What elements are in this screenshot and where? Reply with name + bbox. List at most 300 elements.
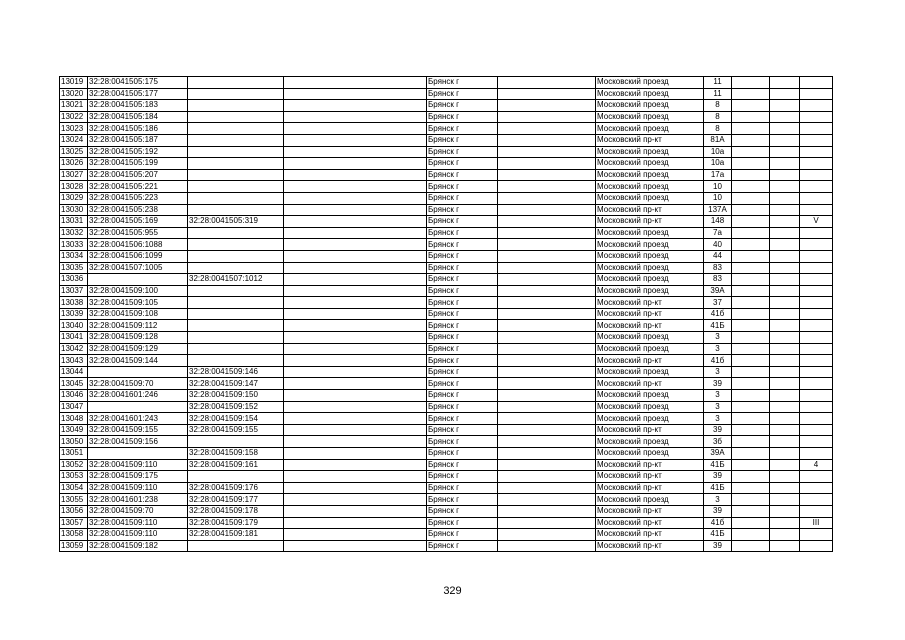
street-cell: Московский проезд [596, 366, 704, 378]
house-number-cell: 83 [704, 262, 732, 274]
row-number-cell: 13056 [60, 505, 88, 517]
house-number-cell: 3б [704, 436, 732, 448]
table-row [60, 216, 833, 228]
street-cell: Московский пр-кт [596, 320, 704, 332]
city-cell: Брянск г [427, 308, 498, 320]
table-row [60, 482, 833, 494]
blank-column-2-cell [498, 88, 596, 100]
note-cell [800, 343, 833, 355]
blank-column-2-cell [498, 297, 596, 309]
house-number-cell: 39 [704, 424, 732, 436]
city-cell: Брянск г [427, 216, 498, 228]
table-row [60, 285, 833, 297]
table-row [60, 343, 833, 355]
note-cell: 4 [800, 459, 833, 471]
blank-column-4-cell [770, 146, 800, 158]
blank-column-4-cell [770, 111, 800, 123]
street-cell: Московский проезд [596, 88, 704, 100]
street-cell: Московский пр-кт [596, 216, 704, 228]
cadastral-number-cell: 32:28:0041509:110 [88, 517, 188, 529]
city-cell: Брянск г [427, 227, 498, 239]
blank-column-3-cell [732, 343, 770, 355]
table-row [60, 88, 833, 100]
city-cell: Брянск г [427, 181, 498, 193]
blank-column-2-cell [498, 308, 596, 320]
blank-column-3-cell [732, 158, 770, 170]
cadastral-number-2-cell [188, 77, 284, 89]
blank-column-4-cell [770, 216, 800, 228]
street-cell: Московский пр-кт [596, 297, 704, 309]
table-row [60, 111, 833, 123]
street-cell: Московский пр-кт [596, 471, 704, 483]
blank-column-4-cell [770, 343, 800, 355]
blank-column-4-cell [770, 285, 800, 297]
house-number-cell: 44 [704, 250, 732, 262]
cadastral-number-cell: 32:28:0041505:199 [88, 158, 188, 170]
blank-column-cell [284, 77, 427, 89]
cadastral-number-2-cell [188, 111, 284, 123]
street-cell: Московский пр-кт [596, 134, 704, 146]
blank-column-2-cell [498, 505, 596, 517]
cadastral-number-2-cell: 32:28:0041509:154 [188, 413, 284, 425]
blank-column-4-cell [770, 158, 800, 170]
street-cell: Московский проезд [596, 192, 704, 204]
table-row [60, 413, 833, 425]
blank-column-3-cell [732, 436, 770, 448]
blank-column-3-cell [732, 424, 770, 436]
street-cell: Московский проезд [596, 111, 704, 123]
street-cell: Московский проезд [596, 262, 704, 274]
city-cell: Брянск г [427, 355, 498, 367]
table-row [60, 448, 833, 460]
blank-column-4-cell [770, 134, 800, 146]
blank-column-2-cell [498, 123, 596, 135]
note-cell [800, 169, 833, 181]
note-cell [800, 436, 833, 448]
note-cell [800, 540, 833, 552]
note-cell [800, 88, 833, 100]
blank-column-4-cell [770, 413, 800, 425]
street-cell: Московский проезд [596, 285, 704, 297]
blank-column-3-cell [732, 285, 770, 297]
blank-column-cell [284, 123, 427, 135]
blank-column-cell [284, 158, 427, 170]
table-row [60, 274, 833, 286]
house-number-cell: 39 [704, 540, 732, 552]
blank-column-cell [284, 227, 427, 239]
cadastral-number-cell: 32:28:0041505:186 [88, 123, 188, 135]
table-row [60, 239, 833, 251]
row-number-cell: 13046 [60, 390, 88, 402]
blank-column-4-cell [770, 88, 800, 100]
table-row [60, 471, 833, 483]
blank-column-cell [284, 297, 427, 309]
blank-column-cell [284, 505, 427, 517]
blank-column-3-cell [732, 320, 770, 332]
blank-column-2-cell [498, 390, 596, 402]
blank-column-3-cell [732, 216, 770, 228]
blank-column-cell [284, 401, 427, 413]
row-number-cell: 13058 [60, 529, 88, 541]
blank-column-3-cell [732, 482, 770, 494]
blank-column-3-cell [732, 250, 770, 262]
table-row [60, 355, 833, 367]
note-cell [800, 134, 833, 146]
blank-column-4-cell [770, 274, 800, 286]
blank-column-4-cell [770, 529, 800, 541]
note-cell [800, 227, 833, 239]
city-cell: Брянск г [427, 517, 498, 529]
table-row [60, 366, 833, 378]
cadastral-number-2-cell [188, 308, 284, 320]
row-number-cell: 13044 [60, 366, 88, 378]
city-cell: Брянск г [427, 401, 498, 413]
blank-column-3-cell [732, 413, 770, 425]
row-number-cell: 13019 [60, 77, 88, 89]
blank-column-2-cell [498, 320, 596, 332]
cadastral-number-cell: 32:28:0041601:246 [88, 390, 188, 402]
house-number-cell: 8 [704, 123, 732, 135]
blank-column-4-cell [770, 169, 800, 181]
note-cell [800, 378, 833, 390]
house-number-cell: 41Б [704, 459, 732, 471]
blank-column-cell [284, 482, 427, 494]
house-number-cell: 39 [704, 471, 732, 483]
table-row [60, 123, 833, 135]
row-number-cell: 13020 [60, 88, 88, 100]
blank-column-cell [284, 448, 427, 460]
street-cell: Московский пр-кт [596, 424, 704, 436]
blank-column-2-cell [498, 146, 596, 158]
blank-column-cell [284, 192, 427, 204]
blank-column-2-cell [498, 378, 596, 390]
row-number-cell: 13034 [60, 250, 88, 262]
row-number-cell: 13031 [60, 216, 88, 228]
city-cell: Брянск г [427, 332, 498, 344]
cadastral-number-2-cell: 32:28:0041509:177 [188, 494, 284, 506]
cadastral-number-cell: 32:28:0041505:223 [88, 192, 188, 204]
row-number-cell: 13032 [60, 227, 88, 239]
row-number-cell: 13055 [60, 494, 88, 506]
street-cell: Московский проезд [596, 390, 704, 402]
blank-column-3-cell [732, 192, 770, 204]
cadastral-number-cell: 32:28:0041509:110 [88, 482, 188, 494]
cadastral-number-cell: 32:28:0041505:192 [88, 146, 188, 158]
table-row [60, 146, 833, 158]
street-cell: Московский проезд [596, 274, 704, 286]
row-number-cell: 13054 [60, 482, 88, 494]
blank-column-cell [284, 88, 427, 100]
street-cell: Московский проезд [596, 77, 704, 89]
blank-column-4-cell [770, 204, 800, 216]
city-cell: Брянск г [427, 262, 498, 274]
note-cell [800, 77, 833, 89]
note-cell [800, 424, 833, 436]
blank-column-cell [284, 366, 427, 378]
cadastral-number-cell: 32:28:0041505:238 [88, 204, 188, 216]
blank-column-2-cell [498, 100, 596, 112]
city-cell: Брянск г [427, 274, 498, 286]
cadastral-number-cell: 32:28:0041509:110 [88, 459, 188, 471]
cadastral-number-2-cell: 32:28:0041507:1012 [188, 274, 284, 286]
blank-column-2-cell [498, 517, 596, 529]
cadastral-number-2-cell [188, 100, 284, 112]
blank-column-4-cell [770, 320, 800, 332]
cadastral-number-cell: 32:28:0041509:182 [88, 540, 188, 552]
table-row [60, 297, 833, 309]
street-cell: Московский проезд [596, 158, 704, 170]
house-number-cell: 3 [704, 366, 732, 378]
note-cell [800, 111, 833, 123]
blank-column-4-cell [770, 181, 800, 193]
blank-column-4-cell [770, 459, 800, 471]
blank-column-2-cell [498, 181, 596, 193]
blank-column-3-cell [732, 401, 770, 413]
cadastral-number-2-cell [188, 297, 284, 309]
cadastral-number-cell [88, 401, 188, 413]
blank-column-4-cell [770, 517, 800, 529]
city-cell: Брянск г [427, 320, 498, 332]
house-number-cell: 3 [704, 332, 732, 344]
street-cell: Московский проезд [596, 227, 704, 239]
note-cell [800, 308, 833, 320]
cadastral-number-2-cell: 32:28:0041509:179 [188, 517, 284, 529]
note-cell [800, 494, 833, 506]
city-cell: Брянск г [427, 100, 498, 112]
cadastral-number-2-cell [188, 88, 284, 100]
table-row [60, 494, 833, 506]
city-cell: Брянск г [427, 378, 498, 390]
city-cell: Брянск г [427, 343, 498, 355]
cadastral-number-cell [88, 366, 188, 378]
row-number-cell: 13022 [60, 111, 88, 123]
note-cell [800, 390, 833, 402]
blank-column-2-cell [498, 274, 596, 286]
blank-column-2-cell [498, 192, 596, 204]
house-number-cell: 11 [704, 77, 732, 89]
note-cell [800, 285, 833, 297]
blank-column-cell [284, 390, 427, 402]
cadastral-number-cell: 32:28:0041509:175 [88, 471, 188, 483]
city-cell: Брянск г [427, 297, 498, 309]
row-number-cell: 13023 [60, 123, 88, 135]
house-number-cell: 41б [704, 355, 732, 367]
table-row [60, 401, 833, 413]
street-cell: Московский пр-кт [596, 308, 704, 320]
blank-column-3-cell [732, 111, 770, 123]
table-row [60, 505, 833, 517]
cadastral-number-2-cell [188, 123, 284, 135]
note-cell [800, 448, 833, 460]
blank-column-2-cell [498, 77, 596, 89]
blank-column-cell [284, 436, 427, 448]
blank-column-4-cell [770, 262, 800, 274]
city-cell: Брянск г [427, 471, 498, 483]
blank-column-3-cell [732, 366, 770, 378]
city-cell: Брянск г [427, 529, 498, 541]
cadastral-number-2-cell [188, 134, 284, 146]
blank-column-cell [284, 308, 427, 320]
blank-column-4-cell [770, 436, 800, 448]
blank-column-4-cell [770, 540, 800, 552]
blank-column-2-cell [498, 204, 596, 216]
cadastral-number-cell: 32:28:0041505:221 [88, 181, 188, 193]
city-cell: Брянск г [427, 505, 498, 517]
cadastral-number-2-cell [188, 146, 284, 158]
house-number-cell: 10 [704, 181, 732, 193]
note-cell [800, 204, 833, 216]
cadastral-number-2-cell: 32:28:0041509:155 [188, 424, 284, 436]
row-number-cell: 13041 [60, 332, 88, 344]
blank-column-cell [284, 320, 427, 332]
cadastral-number-2-cell: 32:28:0041509:161 [188, 459, 284, 471]
city-cell: Брянск г [427, 111, 498, 123]
street-cell: Московский проезд [596, 343, 704, 355]
house-number-cell: 3 [704, 494, 732, 506]
blank-column-3-cell [732, 471, 770, 483]
note-cell [800, 123, 833, 135]
row-number-cell: 13053 [60, 471, 88, 483]
blank-column-3-cell [732, 100, 770, 112]
blank-column-cell [284, 459, 427, 471]
house-number-cell: 41б [704, 517, 732, 529]
blank-column-2-cell [498, 540, 596, 552]
blank-column-2-cell [498, 262, 596, 274]
cadastral-number-2-cell [188, 192, 284, 204]
house-number-cell: 17а [704, 169, 732, 181]
blank-column-3-cell [732, 494, 770, 506]
house-number-cell: 41б [704, 308, 732, 320]
row-number-cell: 13059 [60, 540, 88, 552]
cadastral-number-cell: 32:28:0041509:128 [88, 332, 188, 344]
cadastral-number-2-cell [188, 250, 284, 262]
table-row [60, 424, 833, 436]
house-number-cell: 41Б [704, 320, 732, 332]
cadastral-number-2-cell: 32:28:0041505:319 [188, 216, 284, 228]
blank-column-3-cell [732, 448, 770, 460]
blank-column-cell [284, 146, 427, 158]
street-cell: Московский проезд [596, 401, 704, 413]
table-row [60, 181, 833, 193]
house-number-cell: 11 [704, 88, 732, 100]
house-number-cell: 3 [704, 390, 732, 402]
note-cell [800, 250, 833, 262]
house-number-cell: 39А [704, 448, 732, 460]
house-number-cell: 10 [704, 192, 732, 204]
blank-column-3-cell [732, 146, 770, 158]
table-row [60, 436, 833, 448]
note-cell [800, 332, 833, 344]
row-number-cell: 13036 [60, 274, 88, 286]
city-cell: Брянск г [427, 494, 498, 506]
house-number-cell: 41Б [704, 529, 732, 541]
blank-column-4-cell [770, 494, 800, 506]
row-number-cell: 13040 [60, 320, 88, 332]
house-number-cell: 8 [704, 111, 732, 123]
blank-column-4-cell [770, 297, 800, 309]
row-number-cell: 13048 [60, 413, 88, 425]
city-cell: Брянск г [427, 540, 498, 552]
street-cell: Московский пр-кт [596, 529, 704, 541]
blank-column-cell [284, 262, 427, 274]
table-row [60, 540, 833, 552]
blank-column-3-cell [732, 390, 770, 402]
blank-column-3-cell [732, 123, 770, 135]
table-row [60, 320, 833, 332]
note-cell [800, 355, 833, 367]
house-number-cell: 81А [704, 134, 732, 146]
table-row [60, 204, 833, 216]
cadastral-number-cell: 32:28:0041601:238 [88, 494, 188, 506]
blank-column-3-cell [732, 239, 770, 251]
blank-column-cell [284, 529, 427, 541]
row-number-cell: 13033 [60, 239, 88, 251]
blank-column-3-cell [732, 262, 770, 274]
blank-column-2-cell [498, 482, 596, 494]
street-cell: Московский проезд [596, 239, 704, 251]
cadastral-number-cell: 32:28:0041505:184 [88, 111, 188, 123]
street-cell: Московский пр-кт [596, 517, 704, 529]
note-cell [800, 192, 833, 204]
street-cell: Московский пр-кт [596, 482, 704, 494]
street-cell: Московский проезд [596, 332, 704, 344]
city-cell: Брянск г [427, 366, 498, 378]
note-cell [800, 158, 833, 170]
blank-column-2-cell [498, 355, 596, 367]
city-cell: Брянск г [427, 146, 498, 158]
table-row [60, 77, 833, 89]
note-cell [800, 297, 833, 309]
street-cell: Московский проезд [596, 146, 704, 158]
note-cell [800, 505, 833, 517]
city-cell: Брянск г [427, 204, 498, 216]
house-number-cell: 10а [704, 158, 732, 170]
table-row [60, 262, 833, 274]
house-number-cell: 7а [704, 227, 732, 239]
house-number-cell: 40 [704, 239, 732, 251]
cadastral-number-cell: 32:28:0041509:129 [88, 343, 188, 355]
blank-column-cell [284, 424, 427, 436]
table-row [60, 227, 833, 239]
blank-column-3-cell [732, 88, 770, 100]
house-number-cell: 83 [704, 274, 732, 286]
note-cell: V [800, 216, 833, 228]
blank-column-3-cell [732, 517, 770, 529]
blank-column-2-cell [498, 111, 596, 123]
blank-column-3-cell [732, 459, 770, 471]
table-row [60, 390, 833, 402]
house-number-cell: 148 [704, 216, 732, 228]
blank-column-3-cell [732, 505, 770, 517]
table-row [60, 308, 833, 320]
street-cell: Московский проезд [596, 494, 704, 506]
blank-column-2-cell [498, 343, 596, 355]
row-number-cell: 13043 [60, 355, 88, 367]
street-cell: Московский проезд [596, 448, 704, 460]
note-cell [800, 529, 833, 541]
cadastral-number-cell: 32:28:0041509:100 [88, 285, 188, 297]
blank-column-cell [284, 540, 427, 552]
blank-column-cell [284, 413, 427, 425]
city-cell: Брянск г [427, 285, 498, 297]
blank-column-4-cell [770, 77, 800, 89]
house-number-cell: 3 [704, 343, 732, 355]
cadastral-number-cell: 32:28:0041505:187 [88, 134, 188, 146]
city-cell: Брянск г [427, 169, 498, 181]
cadastral-number-2-cell [188, 355, 284, 367]
cadastral-number-2-cell [188, 343, 284, 355]
table-row [60, 378, 833, 390]
